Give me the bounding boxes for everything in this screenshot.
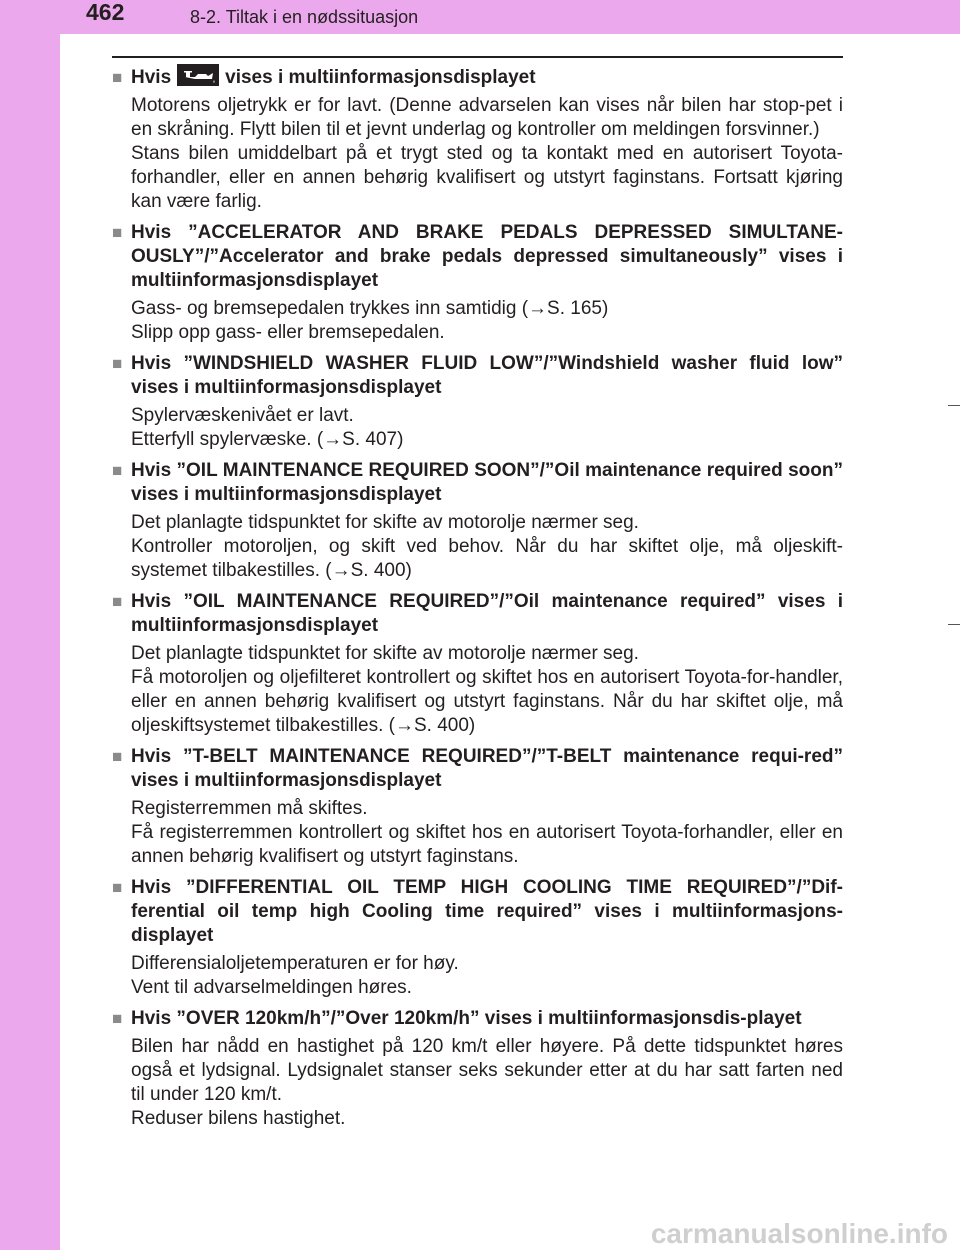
warning-item xyxy=(112,221,843,345)
bullet: ■ xyxy=(112,1009,123,1028)
heading-text: Hvis ”DIFFERENTIAL OIL TEMP HIGH COOLING TIME REQUIRED”/”Dif-ferential oil temp high Cooling time required” vises i multiinformasjons-displayet xyxy=(131,877,843,946)
page-side-band xyxy=(0,0,60,1250)
item-body xyxy=(131,797,843,869)
item-heading xyxy=(112,1007,843,1031)
item-heading xyxy=(112,352,843,400)
paragraph: Vent til advarselmeldingen høres. xyxy=(131,977,412,998)
paragraph: Spylervæskenivået er lavt. xyxy=(131,405,354,426)
paragraph: Registerremmen må skiftes. xyxy=(131,798,368,819)
item-heading xyxy=(112,66,843,90)
paragraph: Det planlagte tidspunktet for skifte av motorolje nærmer seg. xyxy=(131,643,639,664)
warning-item xyxy=(112,876,843,1000)
heading-text: Hvis ”ACCELERATOR AND BRAKE PEDALS DEPRESSED SIMULTANE-OUSLY”/”Accelerator and brake pedals depressed simultaneously” vises i multiinformasjonsdisplayet xyxy=(131,222,843,291)
item-heading xyxy=(112,459,843,507)
bullet: ■ xyxy=(112,878,123,897)
bullet: ■ xyxy=(112,592,123,611)
paragraph: Få motoroljen og oljefilteret kontrollert og skiftet hos en autorisert Toyota-for-handler, eller en annen behørig kvalifisert og utstyrt faginstans. Når du har skiftet olje, må oljeskiftsystemet tilbakestilles. (→S. 400) xyxy=(131,667,843,736)
item-heading xyxy=(112,876,843,948)
oil-pressure-icon xyxy=(177,64,219,86)
item-body xyxy=(131,511,843,583)
page-content xyxy=(112,66,843,1138)
item-heading xyxy=(112,745,843,793)
warning-item xyxy=(112,745,843,869)
paragraph: Motorens oljetrykk er for lavt. (Denne advarselen kan vises når bilen har stop-pet i en skråning. Flytt bilen til et jevnt underlag og kontroller om meldingen forsvinner.) xyxy=(131,95,843,140)
paragraph: Gass- og bremsepedalen trykkes inn samtidig (→S. 165) xyxy=(131,298,609,319)
heading-text: Hvis xyxy=(131,67,172,88)
item-body xyxy=(131,297,843,345)
paragraph: Differensialoljetemperaturen er for høy. xyxy=(131,953,459,974)
warning-item xyxy=(112,1007,843,1131)
paragraph: Det planlagte tidspunktet for skifte av motorolje nærmer seg. xyxy=(131,512,639,533)
bullet: ■ xyxy=(112,68,123,87)
bullet: ■ xyxy=(112,461,123,480)
bullet: ■ xyxy=(112,223,123,242)
item-body xyxy=(131,1035,843,1131)
margin-tick xyxy=(948,624,960,625)
item-body xyxy=(131,94,843,214)
paragraph: Slipp opp gass- eller bremsepedalen. xyxy=(131,322,445,343)
warning-item xyxy=(112,66,843,214)
paragraph: Få registerremmen kontrollert og skiftet hos en autorisert Toyota-forhandler, eller en annen behørig kvalifisert og utstyrt faginstans. xyxy=(131,822,843,867)
item-heading xyxy=(112,590,843,638)
watermark: carmanualsonline.info xyxy=(650,1218,948,1249)
item-body xyxy=(131,404,843,452)
paragraph: Bilen har nådd en hastighet på 120 km/t eller høyere. På dette tidspunktet høres også et lydsignal. Lydsignalet stanser seks sekunder etter at du har satt farten ned til under 120 km/t. xyxy=(131,1036,843,1105)
section-title: 8-2. Tiltak i en nødssituasjon xyxy=(190,7,419,27)
heading-text: Hvis ”WINDSHIELD WASHER FLUID LOW”/”Windshield washer fluid low” vises i multiinformasjonsdisplayet xyxy=(131,353,843,398)
warning-item xyxy=(112,352,843,452)
margin-tick xyxy=(948,405,960,406)
paragraph: Etterfyll spylervæske. (→S. 407) xyxy=(131,429,404,450)
heading-text: Hvis ”OIL MAINTENANCE REQUIRED SOON”/”Oil maintenance required soon” vises i multiinformasjonsdisplayet xyxy=(131,460,843,505)
heading-text: Hvis ”T-BELT MAINTENANCE REQUIRED”/”T-BELT maintenance requi-red” vises i multiinformasjonsdisplayet xyxy=(131,746,843,791)
heading-text: vises i multiinformasjonsdisplayet xyxy=(225,67,536,88)
bullet: ■ xyxy=(112,354,123,373)
paragraph: Kontroller motoroljen, og skift ved behov. Når du har skiftet olje, må oljeskift-systemet tilbakestilles. (→S. 400) xyxy=(131,536,843,581)
page-number: 462 xyxy=(86,0,125,25)
heading-text: Hvis ”OIL MAINTENANCE REQUIRED”/”Oil maintenance required” vises i multiinformasjonsdisplayet xyxy=(131,591,843,636)
paragraph: Reduser bilens hastighet. xyxy=(131,1108,346,1129)
warning-item xyxy=(112,459,843,583)
item-body xyxy=(131,952,843,1000)
item-heading xyxy=(112,221,843,293)
header-rule xyxy=(112,56,843,58)
item-body xyxy=(131,642,843,738)
bullet: ■ xyxy=(112,747,123,766)
heading-text: Hvis ”OVER 120km/h”/”Over 120km/h” vises i multiinformasjonsdis-playet xyxy=(131,1008,802,1029)
paragraph: Stans bilen umiddelbart på et trygt sted og ta kontakt med en autorisert Toyota-forhandler, eller en annen behørig kvalifisert og utstyrt faginstans. Fortsatt kjøring kan være farlig. xyxy=(131,143,843,212)
page-header-band xyxy=(0,0,960,34)
warning-item xyxy=(112,590,843,738)
